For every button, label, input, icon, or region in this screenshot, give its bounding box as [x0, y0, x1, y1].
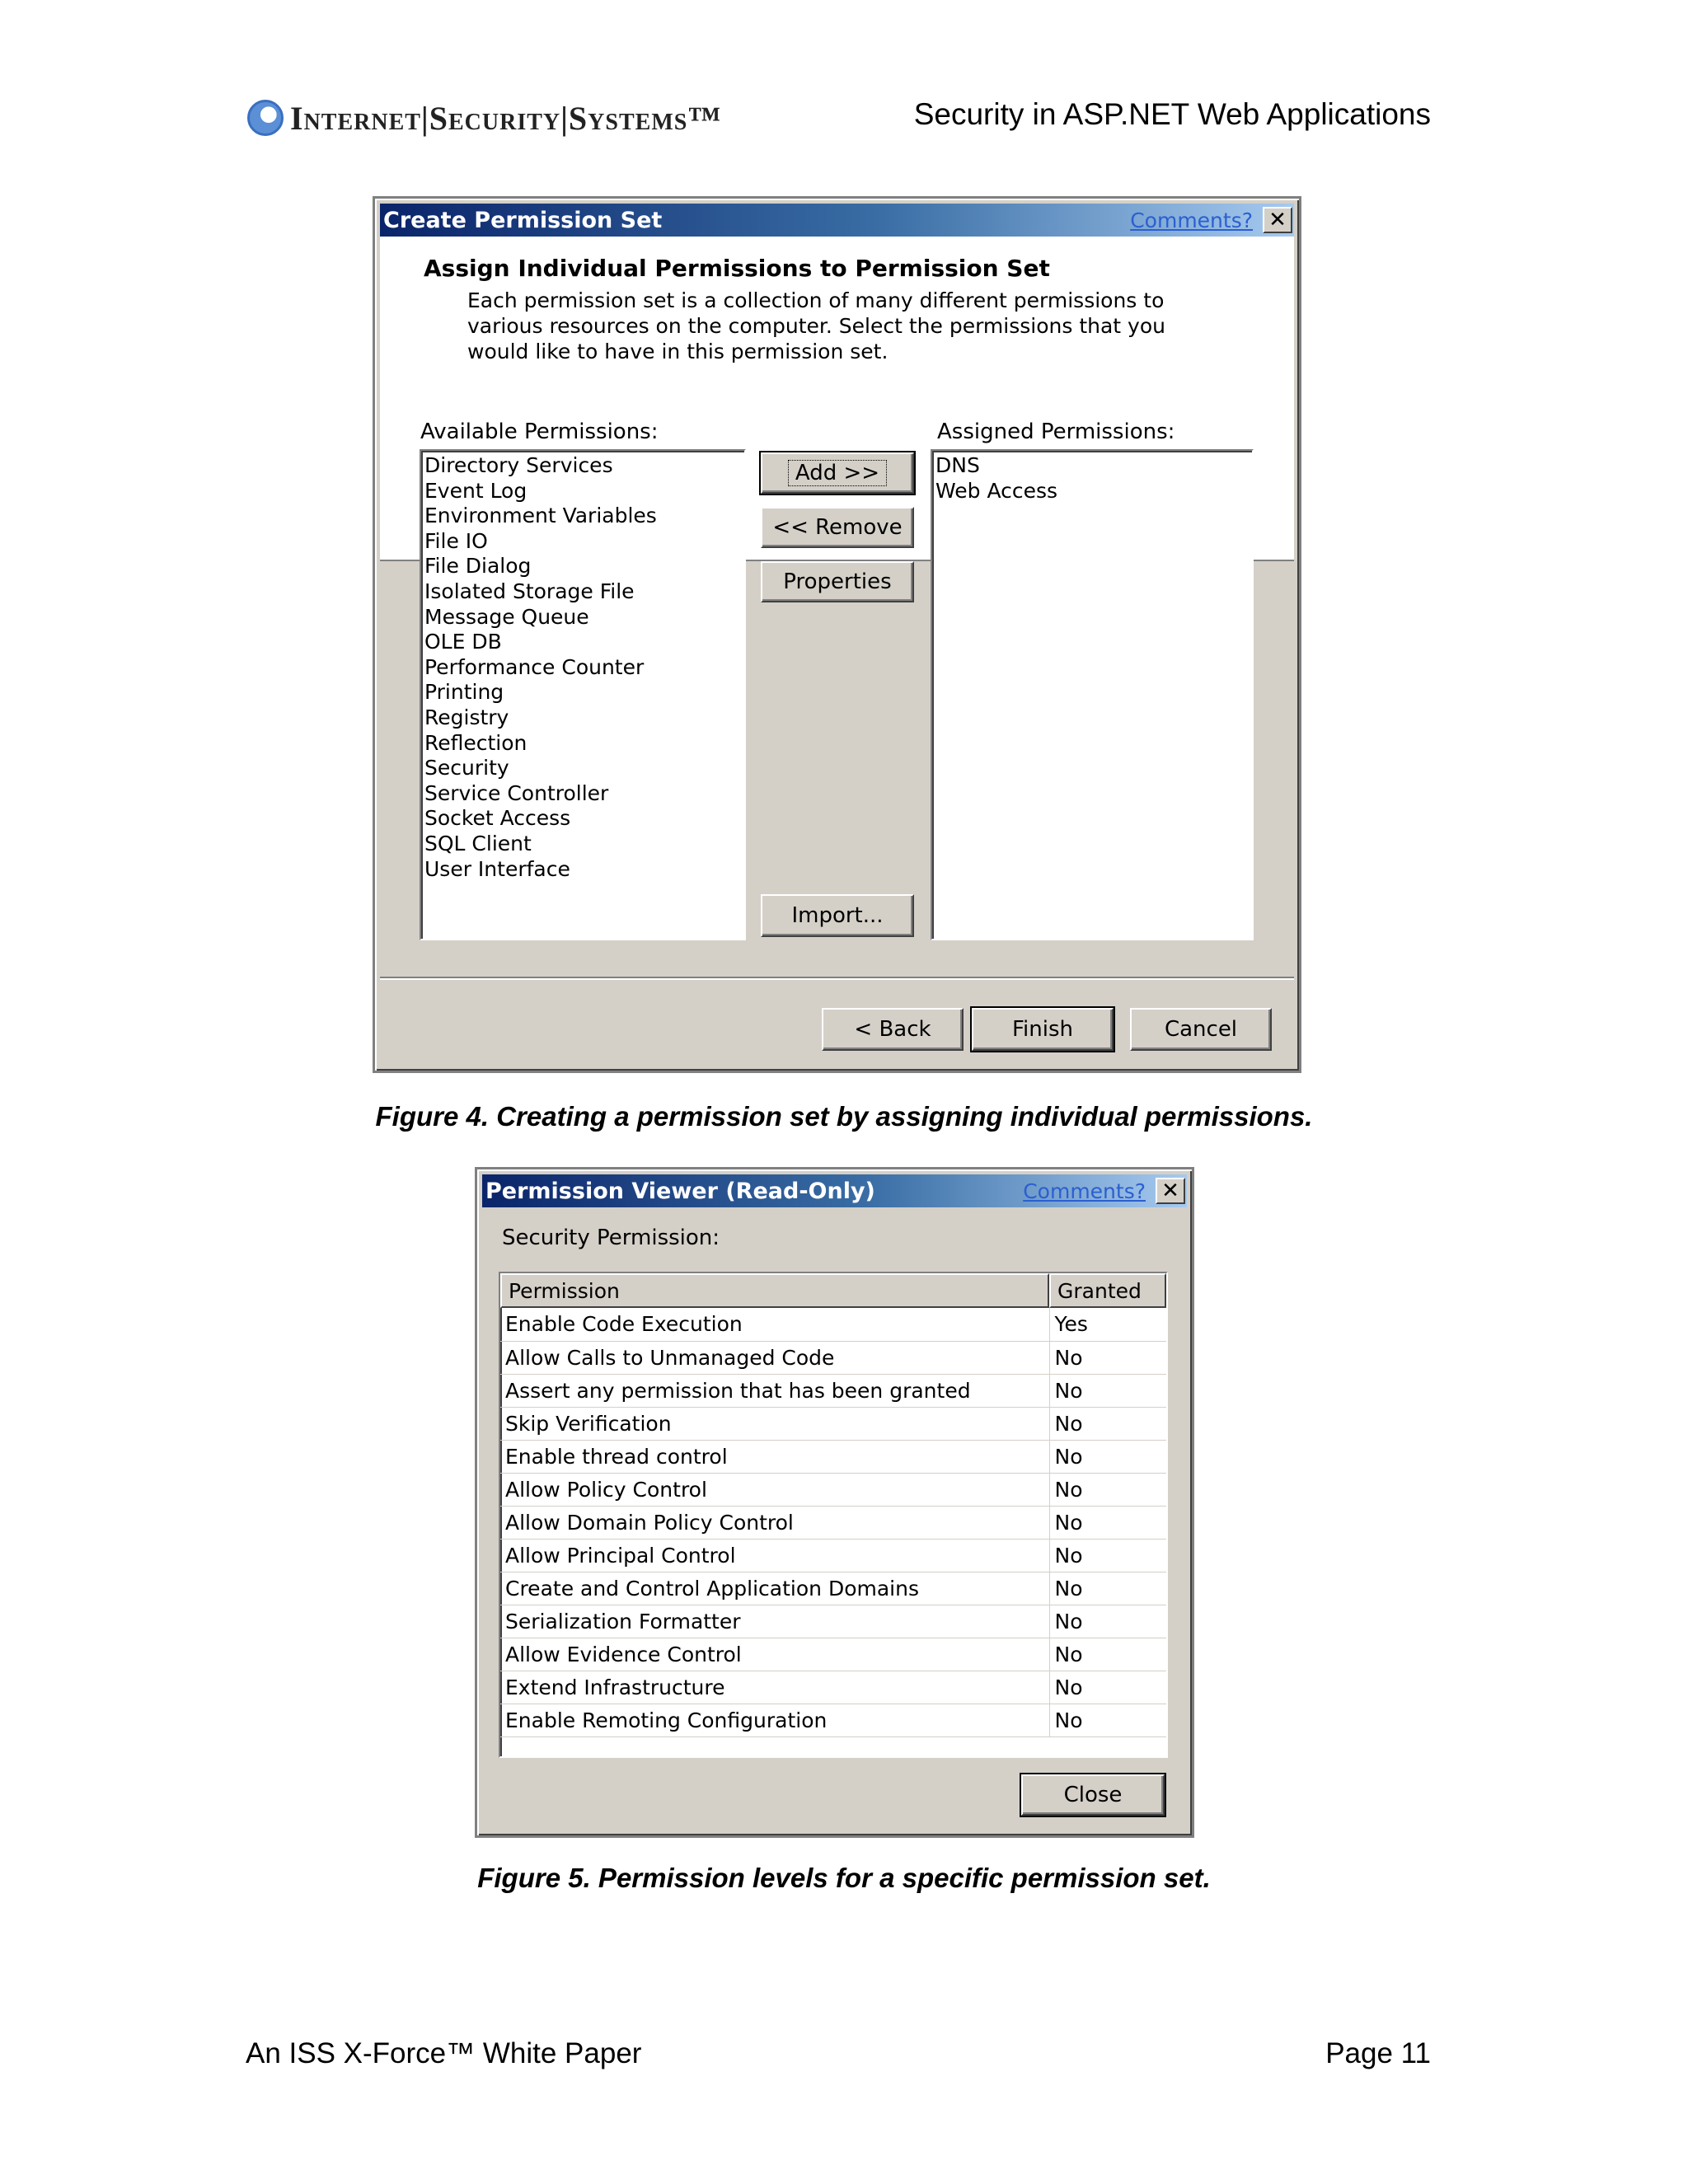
assigned-permissions-list[interactable] — [931, 449, 1254, 940]
list-item[interactable]: Socket Access — [424, 806, 571, 831]
available-permissions-label: Available Permissions: — [420, 419, 659, 444]
permission-name-cell: Enable Remoting Configuration — [500, 1704, 1049, 1736]
available-permissions-list[interactable] — [420, 449, 746, 940]
list-item[interactable]: Environment Variables — [424, 504, 657, 528]
dialog-titlebar — [380, 204, 1294, 237]
list-item[interactable]: SQL Client — [424, 831, 532, 855]
permission-name-cell: Serialization Formatter — [500, 1605, 1049, 1638]
list-item[interactable]: Registry — [424, 705, 509, 729]
comments-link[interactable]: Comments? — [1130, 208, 1253, 232]
granted-cell: No — [1049, 1605, 1166, 1638]
column-header-granted[interactable]: Granted — [1049, 1273, 1166, 1308]
table-row[interactable] — [500, 1308, 1166, 1341]
granted-cell: No — [1049, 1341, 1166, 1374]
permission-name-cell: Assert any permission that has been granted — [500, 1374, 1049, 1407]
table-row[interactable] — [500, 1473, 1166, 1506]
granted-cell: No — [1049, 1374, 1166, 1407]
table-row[interactable] — [500, 1374, 1166, 1407]
list-item[interactable]: File IO — [424, 528, 488, 553]
list-item[interactable]: Directory Services — [424, 453, 613, 477]
table-row[interactable] — [500, 1440, 1166, 1473]
permission-name-cell: Enable thread control — [500, 1440, 1049, 1473]
list-item[interactable]: Event Log — [424, 478, 528, 503]
dialog-titlebar — [482, 1174, 1187, 1207]
comments-link[interactable]: Comments? — [1023, 1179, 1146, 1203]
granted-cell: No — [1049, 1572, 1166, 1605]
list-item[interactable]: Message Queue — [424, 604, 589, 629]
list-item[interactable]: Performance Counter — [424, 654, 645, 679]
table-row[interactable] — [500, 1671, 1166, 1704]
table-row[interactable] — [500, 1341, 1166, 1374]
remove-button[interactable]: << Remove — [761, 507, 914, 548]
cancel-button[interactable]: Cancel — [1130, 1008, 1272, 1051]
list-item[interactable]: Isolated Storage File — [424, 579, 635, 603]
wizard-description: Each permission set is a collection of many different permissions to various resources on the computer. Select the permissions that you would like to have in this permission set. — [467, 288, 1165, 363]
create-permission-set-dialog — [373, 196, 1301, 1073]
permission-table — [499, 1272, 1168, 1758]
list-item[interactable]: Web Access — [935, 478, 1058, 503]
table-row[interactable] — [500, 1572, 1166, 1605]
properties-button[interactable]: Properties — [761, 561, 914, 602]
permission-name-cell: Extend Infrastructure — [500, 1671, 1049, 1704]
footer-publication: An ISS X-Force™ White Paper — [246, 2037, 642, 2069]
granted-cell: No — [1049, 1638, 1166, 1671]
granted-cell: No — [1049, 1704, 1166, 1736]
permission-name-cell: Create and Control Application Domains — [500, 1572, 1049, 1605]
back-button[interactable]: < Back — [822, 1008, 964, 1051]
permission-name-cell: Enable Code Execution — [500, 1308, 1049, 1341]
list-item[interactable]: User Interface — [424, 856, 570, 881]
close-button[interactable]: Close — [1021, 1774, 1165, 1816]
granted-cell: No — [1049, 1671, 1166, 1704]
permission-name-cell: Allow Principal Control — [500, 1539, 1049, 1572]
footer-divider — [380, 977, 1294, 980]
table-row[interactable] — [500, 1605, 1166, 1638]
permission-viewer-dialog — [475, 1167, 1194, 1838]
permission-name-cell: Allow Policy Control — [500, 1473, 1049, 1506]
dialog-title: Permission Viewer (Read-Only) — [485, 1178, 875, 1204]
table-row[interactable] — [500, 1539, 1166, 1572]
logo-text: Internet|Security|Systems™ — [290, 99, 722, 137]
add-button-label: Add >> — [788, 460, 887, 486]
document-title: Security in ASP.NET Web Applications — [913, 97, 1431, 131]
permission-name-cell: Allow Calls to Unmanaged Code — [500, 1341, 1049, 1374]
permission-name-cell: Allow Domain Policy Control — [500, 1506, 1049, 1539]
iss-logo — [247, 97, 721, 138]
list-item[interactable]: File Dialog — [424, 554, 532, 579]
list-item[interactable]: Reflection — [424, 730, 528, 755]
granted-cell: Yes — [1049, 1308, 1166, 1341]
table-header — [500, 1273, 1166, 1308]
dialog-title: Create Permission Set — [383, 207, 663, 233]
close-icon[interactable]: ✕ — [1156, 1178, 1185, 1204]
figure-5-caption: Figure 5. Permission levels for a specific permission set. — [477, 1863, 1211, 1893]
granted-cell: No — [1049, 1539, 1166, 1572]
page-number: Page 11 — [1325, 2037, 1431, 2069]
finish-button[interactable]: Finish — [972, 1008, 1114, 1051]
granted-cell: No — [1049, 1440, 1166, 1473]
security-permission-label: Security Permission: — [502, 1226, 720, 1250]
granted-cell: No — [1049, 1506, 1166, 1539]
list-item[interactable]: Printing — [424, 680, 504, 705]
table-row[interactable] — [500, 1638, 1166, 1671]
list-item[interactable]: OLE DB — [424, 630, 502, 654]
assigned-permissions-label: Assigned Permissions: — [937, 419, 1175, 444]
wizard-heading: Assign Individual Permissions to Permission Set — [424, 255, 1050, 282]
table-row[interactable] — [500, 1704, 1166, 1736]
list-item[interactable]: Security — [424, 756, 509, 780]
iss-globe-icon — [247, 100, 284, 136]
close-icon[interactable]: ✕ — [1263, 207, 1292, 233]
permission-name-cell: Skip Verification — [500, 1407, 1049, 1440]
list-item[interactable]: Service Controller — [424, 780, 609, 805]
permission-name-cell: Allow Evidence Control — [500, 1638, 1049, 1671]
table-row[interactable] — [500, 1506, 1166, 1539]
figure-4-caption: Figure 4. Creating a permission set by assigning individual permissions. — [375, 1101, 1313, 1132]
table-row[interactable] — [500, 1407, 1166, 1440]
list-item[interactable]: DNS — [935, 453, 980, 477]
import-button[interactable]: Import... — [761, 894, 914, 937]
granted-cell: No — [1049, 1407, 1166, 1440]
column-header-permission[interactable]: Permission — [500, 1273, 1049, 1308]
add-button[interactable] — [761, 452, 914, 494]
granted-cell: No — [1049, 1473, 1166, 1506]
